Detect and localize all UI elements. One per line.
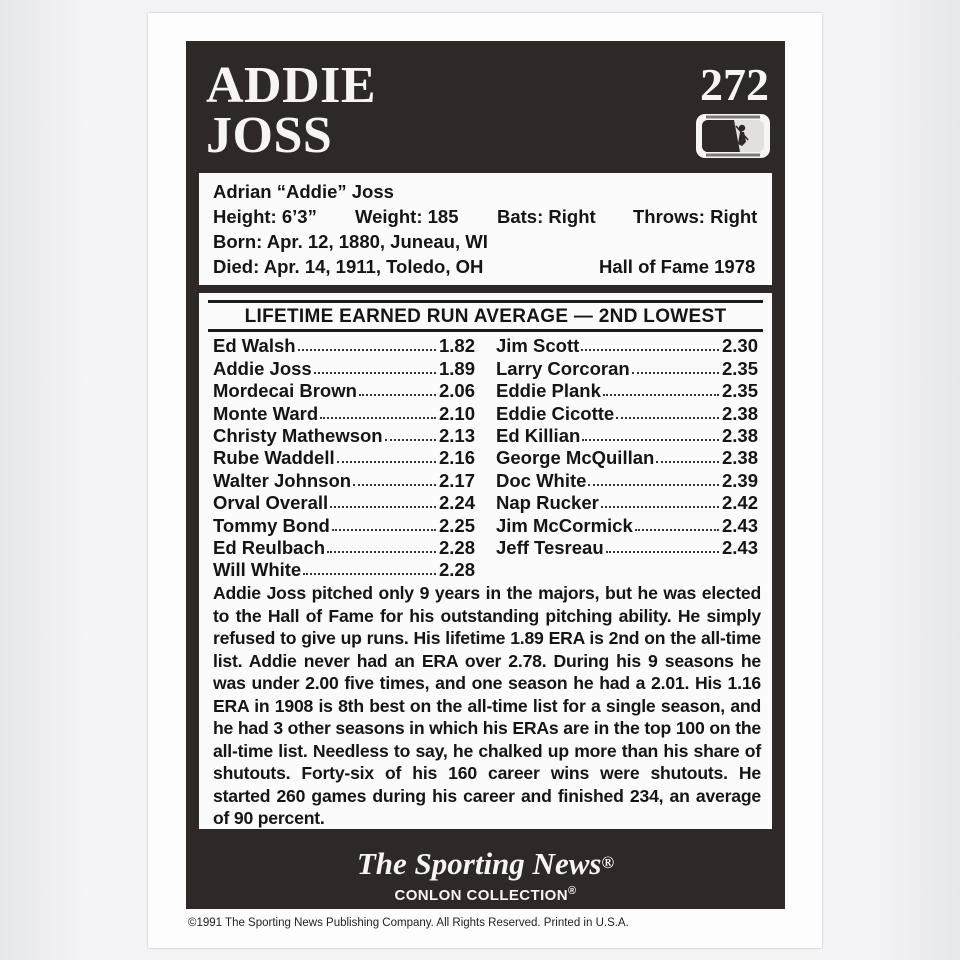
era-player-name: Rube Waddell bbox=[213, 447, 335, 469]
era-row bbox=[496, 334, 758, 356]
dot-leader bbox=[581, 349, 719, 351]
dot-leader bbox=[656, 461, 719, 463]
era-value: 2.06 bbox=[438, 380, 475, 402]
dot-leader bbox=[314, 372, 436, 374]
era-value: 2.35 bbox=[721, 380, 758, 402]
era-row bbox=[496, 536, 758, 558]
era-player-name: George McQuillan bbox=[496, 447, 655, 469]
dot-leader bbox=[635, 529, 719, 531]
dot-leader bbox=[298, 349, 436, 351]
bio-full-name: Adrian “Addie” Joss bbox=[213, 181, 394, 202]
era-list-left bbox=[213, 334, 475, 580]
bio-throws: Throws: Right bbox=[633, 206, 758, 227]
era-row bbox=[496, 401, 758, 423]
stats-box bbox=[199, 293, 772, 829]
era-row bbox=[496, 513, 758, 535]
era-player-name: Ed Killian bbox=[496, 424, 581, 446]
player-biography: Addie Joss pitched only 9 years in the majors, but he was elected to the Hall of Fame for his outstanding pitching ability. He simply refused to give up runs. His lifetime 1.89 ERA is 2nd on the all-time list. Addie never had an ERA over 2.78. During his 9 seasons he was under 2.00 five times, and one season he had a 2.01. His 1.16 ERA in 1908 is 8th best on the all-time list for a single season, and he had 3 other seasons in which his ERAs are in the top 100 on the all-time list. Needless to say, he chalked up more than his share of shutouts. Forty-six of his 160 career wins were shutouts. He started 260 games during his career and finished 234, an average of 90 percent. bbox=[213, 583, 761, 828]
era-player-name: Ed Reulbach bbox=[213, 536, 326, 558]
card-frame bbox=[186, 41, 785, 909]
dot-leader bbox=[603, 394, 719, 396]
bio-born: Born: Apr. 12, 1880, Juneau, WI bbox=[213, 231, 488, 252]
era-player-name: Eddie Cicotte bbox=[496, 402, 615, 424]
dot-leader bbox=[330, 506, 436, 508]
era-row bbox=[213, 513, 475, 535]
era-row bbox=[213, 446, 475, 468]
era-row bbox=[496, 468, 758, 490]
era-row bbox=[213, 401, 475, 423]
conlon-collection-text: CONLON COLLECTION bbox=[394, 887, 568, 904]
dot-leader bbox=[327, 551, 436, 553]
era-row bbox=[496, 446, 758, 468]
era-value: 1.82 bbox=[438, 335, 475, 357]
mlb-batter-logo-icon bbox=[696, 114, 770, 158]
era-player-name: Tommy Bond bbox=[213, 514, 330, 536]
era-player-name: Addie Joss bbox=[213, 357, 312, 379]
era-value: 2.39 bbox=[721, 469, 758, 491]
era-row bbox=[496, 379, 758, 401]
era-value: 2.38 bbox=[721, 402, 758, 424]
era-value: 2.35 bbox=[721, 357, 758, 379]
registered-mark: ® bbox=[567, 885, 577, 897]
era-row bbox=[213, 468, 475, 490]
era-value: 2.38 bbox=[721, 424, 758, 446]
dot-leader bbox=[601, 506, 719, 508]
era-value: 2.30 bbox=[721, 335, 758, 357]
era-value: 2.25 bbox=[438, 514, 475, 536]
copyright-notice: ©1991 The Sporting News Publishing Company. All Rights Reserved. Printed in U.S.A. bbox=[188, 917, 629, 929]
dot-leader bbox=[616, 417, 719, 419]
dot-leader bbox=[582, 439, 719, 441]
era-player-name: Christy Mathewson bbox=[213, 424, 383, 446]
bio-weight: Weight: 185 bbox=[355, 206, 459, 227]
era-player-name: Jeff Tesreau bbox=[496, 536, 604, 558]
bio-box bbox=[199, 173, 772, 285]
bio-hall-of-fame: Hall of Fame 1978 bbox=[599, 256, 756, 277]
era-value: 1.89 bbox=[438, 357, 475, 379]
era-row bbox=[496, 424, 758, 446]
era-player-name: Jim McCormick bbox=[496, 514, 633, 536]
bio-height: Height: 6’3” bbox=[213, 206, 317, 227]
dot-leader bbox=[303, 573, 436, 575]
era-row bbox=[213, 424, 475, 446]
dot-leader bbox=[632, 372, 719, 374]
era-value: 2.13 bbox=[438, 424, 475, 446]
dot-leader bbox=[606, 551, 719, 553]
era-row bbox=[496, 356, 758, 378]
era-value: 2.43 bbox=[721, 536, 758, 558]
baseball-card-back bbox=[148, 13, 822, 948]
player-last-name: JOSS bbox=[206, 107, 333, 164]
era-player-name: Larry Corcoran bbox=[496, 357, 630, 379]
era-row bbox=[213, 334, 475, 356]
dot-leader bbox=[337, 461, 436, 463]
conlon-collection-label bbox=[186, 885, 785, 904]
dot-leader bbox=[385, 439, 436, 441]
bio-bats: Bats: Right bbox=[497, 206, 596, 227]
sporting-news-wordmark: The Sporting News bbox=[356, 846, 602, 881]
era-row bbox=[213, 491, 475, 513]
era-player-name: Ed Walsh bbox=[213, 335, 296, 357]
era-value: 2.10 bbox=[438, 402, 475, 424]
era-row bbox=[213, 536, 475, 558]
era-list-right bbox=[496, 334, 758, 558]
era-value: 2.16 bbox=[438, 447, 475, 469]
era-value: 2.43 bbox=[721, 514, 758, 536]
card-number: 272 bbox=[700, 59, 769, 110]
era-player-name: Jim Scott bbox=[496, 335, 580, 357]
era-value: 2.28 bbox=[438, 559, 475, 581]
era-player-name: Walter Johnson bbox=[213, 469, 352, 491]
era-player-name: Will White bbox=[213, 559, 302, 581]
sporting-news-logo bbox=[186, 846, 785, 881]
era-row bbox=[213, 558, 475, 580]
era-value: 2.17 bbox=[438, 469, 475, 491]
stats-title: LIFETIME EARNED RUN AVERAGE — 2ND LOWEST bbox=[208, 300, 763, 332]
dot-leader bbox=[359, 394, 436, 396]
era-row bbox=[213, 379, 475, 401]
dot-leader bbox=[588, 484, 719, 486]
era-row bbox=[496, 491, 758, 513]
era-player-name: Doc White bbox=[496, 469, 587, 491]
era-value: 2.38 bbox=[721, 447, 758, 469]
dot-leader bbox=[332, 529, 436, 531]
dot-leader bbox=[320, 417, 436, 419]
era-player-name: Monte Ward bbox=[213, 402, 319, 424]
era-value: 2.28 bbox=[438, 536, 475, 558]
era-player-name: Nap Rucker bbox=[496, 492, 599, 514]
era-row bbox=[213, 356, 475, 378]
era-player-name: Mordecai Brown bbox=[213, 380, 357, 402]
era-player-name: Orval Overall bbox=[213, 492, 329, 514]
era-player-name: Eddie Plank bbox=[496, 380, 601, 402]
dot-leader bbox=[353, 484, 436, 486]
era-value: 2.24 bbox=[438, 492, 475, 514]
bio-died: Died: Apr. 14, 1911, Toledo, OH bbox=[213, 256, 484, 277]
era-value: 2.42 bbox=[721, 492, 758, 514]
player-first-name: ADDIE bbox=[206, 57, 377, 114]
registered-mark: ® bbox=[601, 853, 615, 872]
